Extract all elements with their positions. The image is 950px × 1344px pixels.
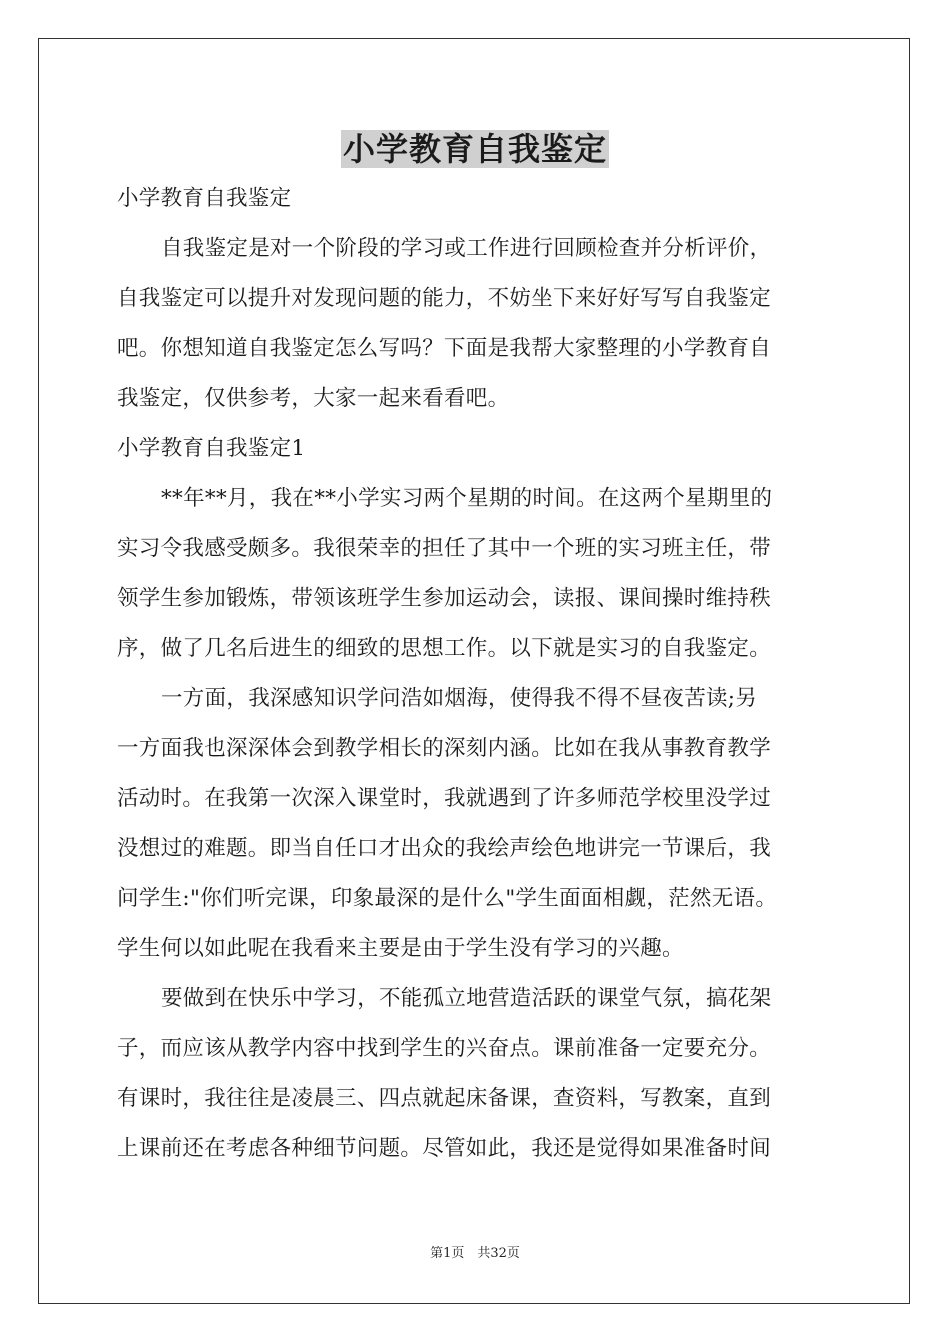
paragraph-line: 有课时，我往往是凌晨三、四点就起床备课，查资料，写教案，直到	[117, 1086, 772, 1111]
section-heading: 小学教育自我鉴定1	[117, 436, 306, 461]
paragraph-line: 自我鉴定可以提升对发现问题的能力，不妨坐下来好好写写自我鉴定	[117, 286, 772, 311]
paragraph-line: 实习令我感受颇多。我很荣幸的担任了其中一个班的实习班主任，带	[117, 536, 772, 561]
document-title-text: 小学教育自我鉴定	[342, 130, 607, 168]
paragraph-line: 吧。你想知道自我鉴定怎么写吗？下面是我帮大家整理的小学教育自	[117, 336, 772, 361]
paragraph-line: 领学生参加锻炼，带领该班学生参加运动会，读报、课间操时维持秩	[117, 586, 772, 611]
paragraph-line: 子，而应该从教学内容中找到学生的兴奋点。课前准备一定要充分。	[117, 1036, 772, 1061]
paragraph-line: 我鉴定，仅供参考，大家一起来看看吧。	[117, 386, 510, 411]
paragraph-line: 问学生:"你们听完课，印象最深的是什么"学生面面相觑，茫然无语。	[117, 886, 778, 911]
paragraph-line: 一方面，我深感知识学问浩如烟海，使得我不得不昼夜苦读;另	[161, 686, 758, 711]
document-title	[0, 124, 950, 174]
document-body	[117, 174, 839, 1174]
subtitle-line: 小学教育自我鉴定	[117, 186, 292, 211]
paragraph-line: 要做到在快乐中学习，不能孤立地营造活跃的课堂气氛，搞花架	[161, 986, 772, 1011]
paragraph-line: 活动时。在我第一次深入课堂时，我就遇到了许多师范学校里没学过	[117, 786, 772, 811]
paragraph-line: 没想过的难题。即当自任口才出众的我绘声绘色地讲完一节课后，我	[117, 836, 772, 861]
paragraph-line: 序，做了几名后进生的细致的思想工作。以下就是实习的自我鉴定。	[117, 636, 772, 661]
paragraph-line: 自我鉴定是对一个阶段的学习或工作进行回顾检查并分析评价，	[161, 236, 772, 261]
paragraph-line: 一方面我也深深体会到教学相长的深刻内涵。比如在我从事教育教学	[117, 736, 772, 761]
paragraph-line: 学生何以如此呢在我看来主要是由于学生没有学习的兴趣。	[117, 936, 684, 961]
paragraph-line: 上课前还在考虑各种细节问题。尽管如此，我还是觉得如果准备时间	[117, 1136, 772, 1161]
paragraph-line: **年**月，我在**小学实习两个星期的时间。在这两个星期里的	[161, 486, 773, 511]
page-number: 第1页 共32页	[430, 1246, 520, 1261]
